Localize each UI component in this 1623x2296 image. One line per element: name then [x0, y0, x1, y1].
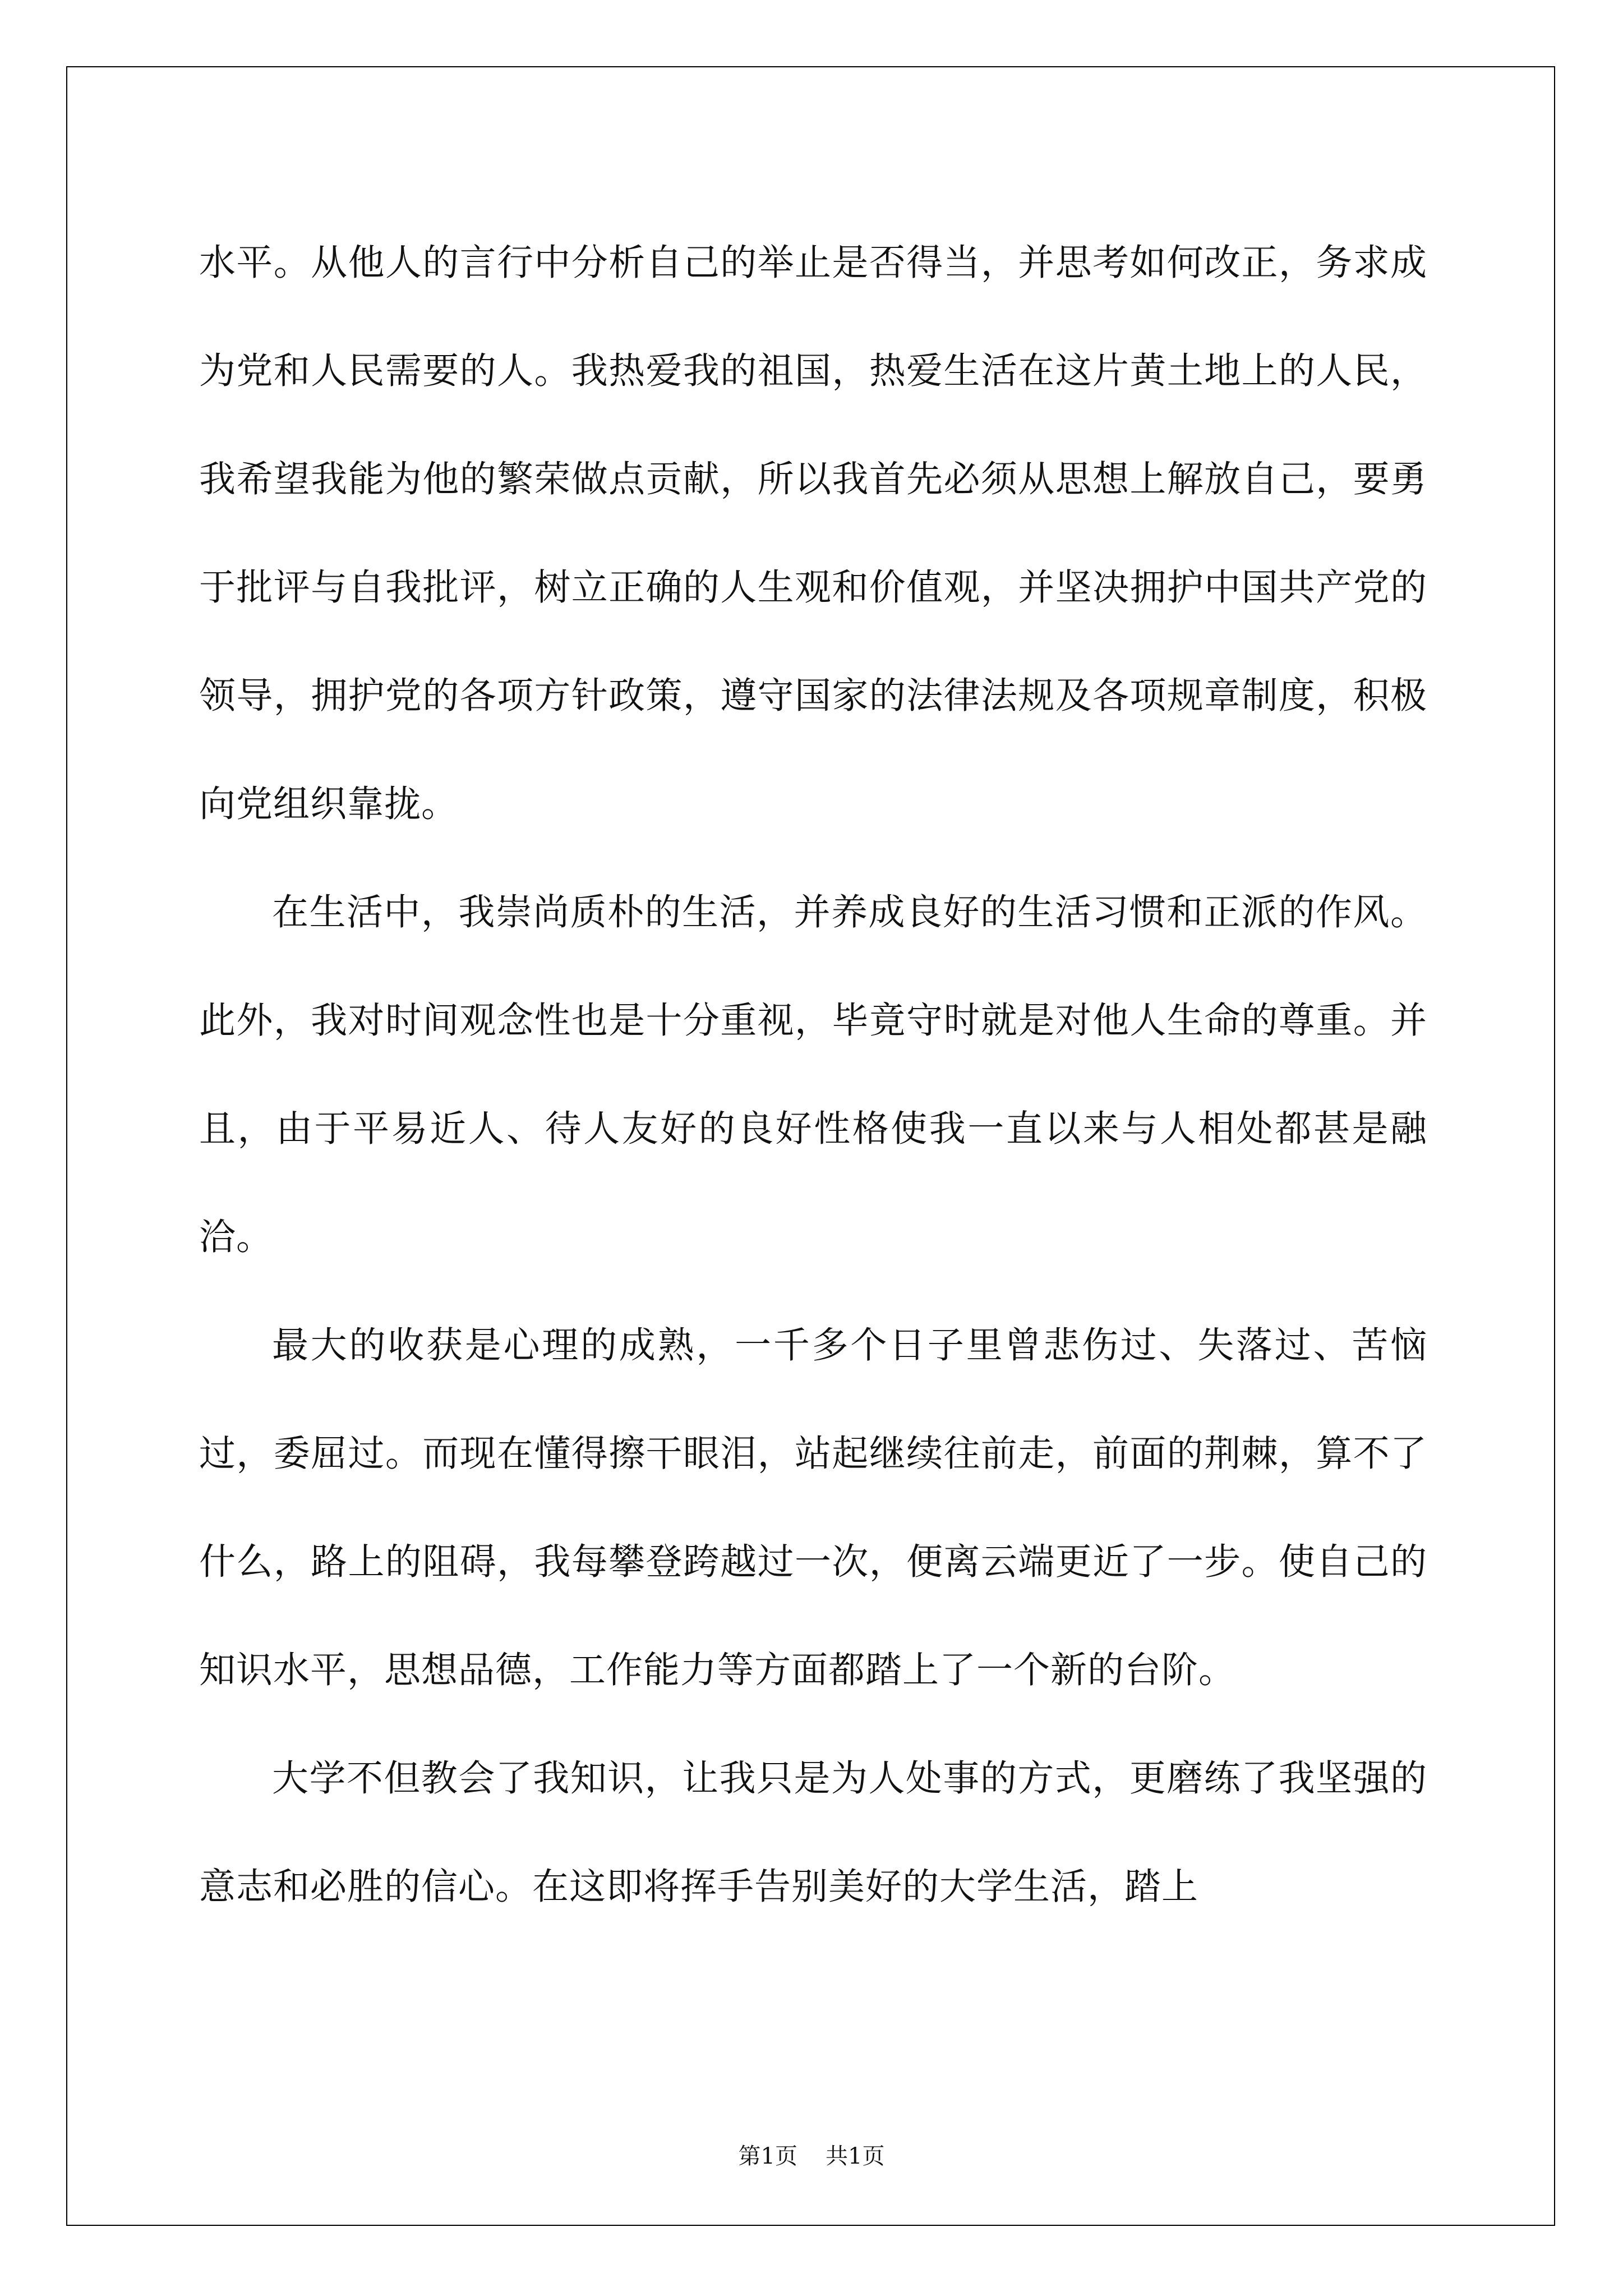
- paragraph: 最大的收获是心理的成熟，一千多个日子里曾悲伤过、失落过、苦恼过，委屈过。而现在懂得擦干眼泪，站起继续往前走，前面的荆棘，算不了什么，路上的阻碍，我每攀登跨越过一次，便离云端更近了一步。使自己的知识水平，思想品德，工作能力等方面都踏上了一个新的台阶。: [199, 1324, 1427, 1691]
- page-footer: [0, 2138, 1623, 2170]
- document-body: [199, 209, 1427, 1941]
- page-total: 共1页: [826, 2143, 885, 2169]
- paragraph: 在生活中，我崇尚质朴的生活，并养成良好的生活习惯和正派的作风。此外，我对时间观念性也是十分重视，毕竟守时就是对他人生命的尊重。并且，由于平易近人、待人友好的良好性格使我一直以来与人相处都甚是融洽。: [199, 891, 1427, 1258]
- paragraph: 大学不但教会了我知识，让我只是为人处事的方式，更磨练了我坚强的意志和必胜的信心。在这即将挥手告别美好的大学生活，踏上: [199, 1757, 1427, 1908]
- paragraph: 水平。从他人的言行中分析自己的举止是否得当，并思考如何改正，务求成为党和人民需要的人。我热爱我的祖国，热爱生活在这片黄土地上的人民，我希望我能为他的繁荣做点贡献，所以我首先必须从思想上解放自己，要勇于批评与自我批评，树立正确的人生观和价值观，并坚决拥护中国共产党的领导，拥护党的各项方针政策，遵守国家的法律法规及各项规章制度，积极向党组织靠拢。: [199, 242, 1427, 825]
- page-number: 第1页: [738, 2143, 797, 2169]
